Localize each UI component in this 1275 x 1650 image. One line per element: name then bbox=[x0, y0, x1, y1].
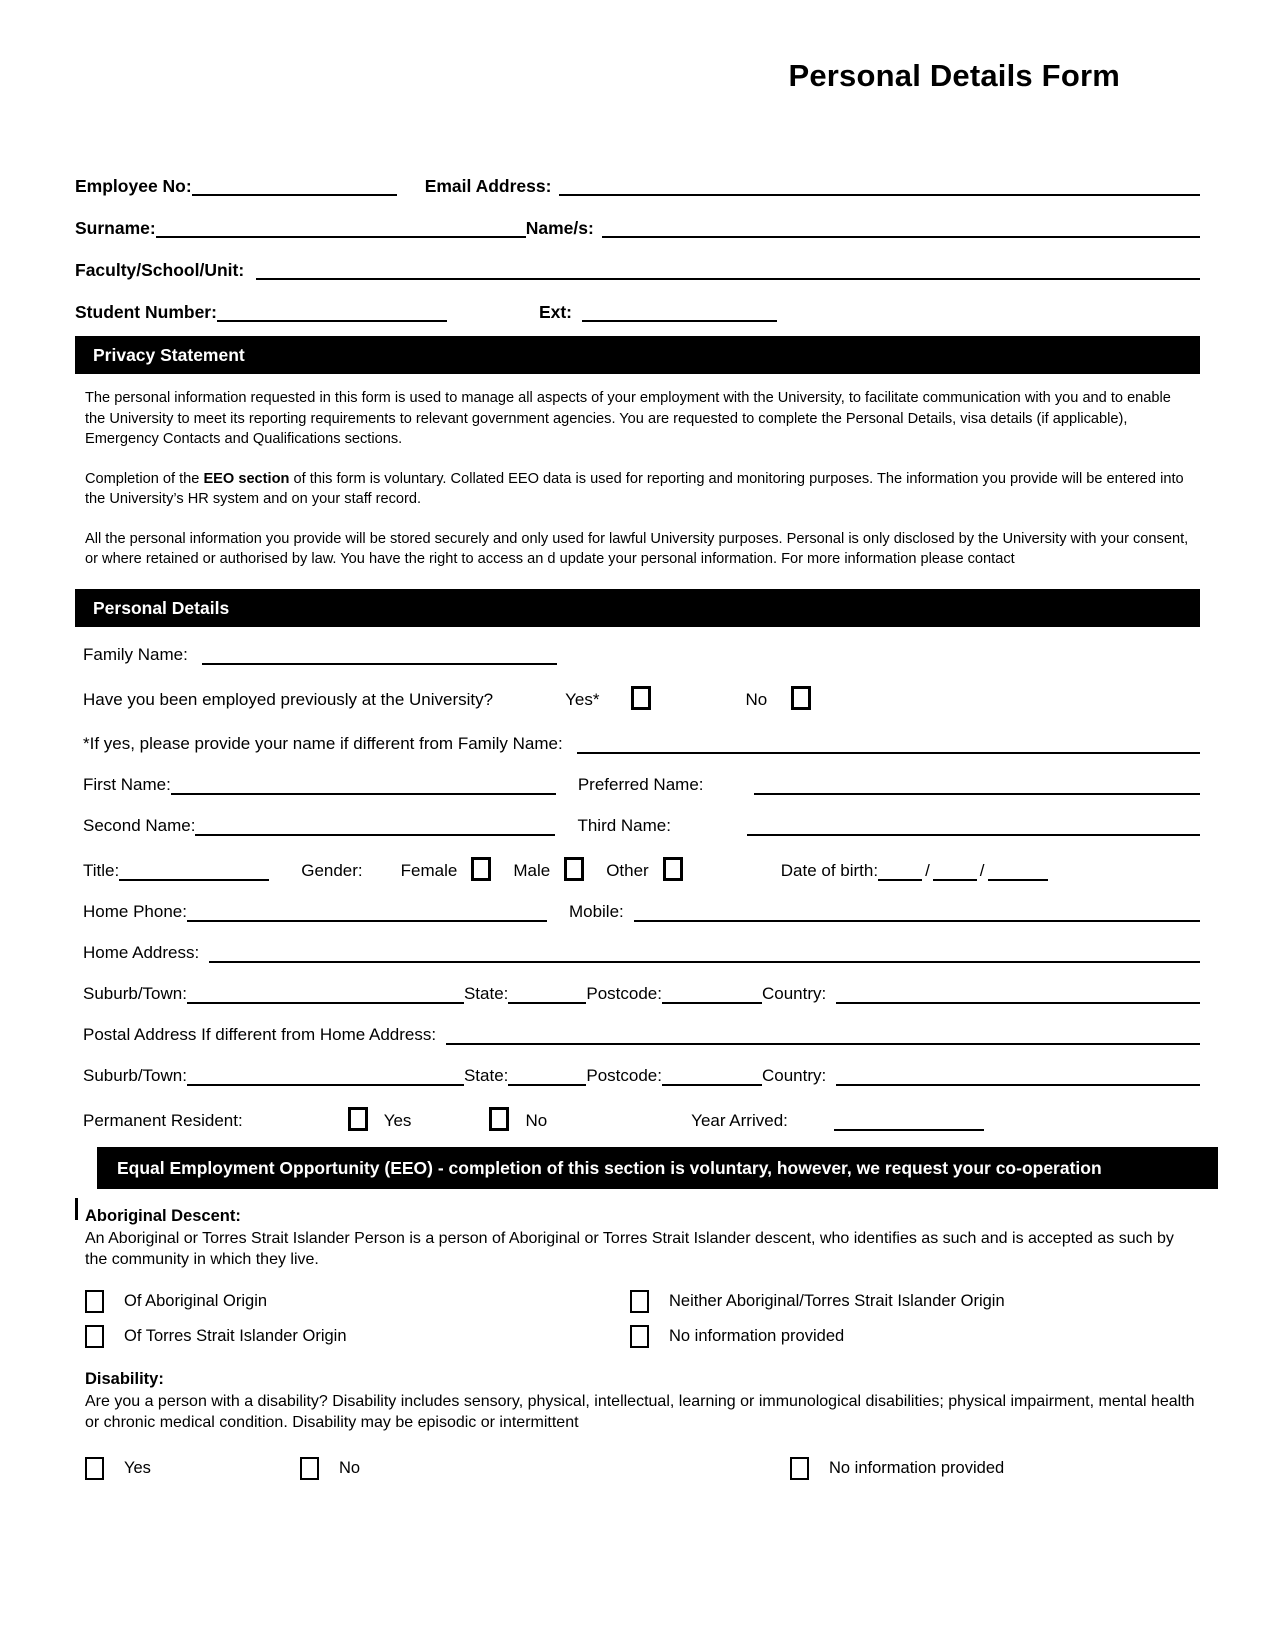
disability-yes-label: Yes bbox=[124, 1458, 151, 1477]
names-label: Name/s: bbox=[525, 218, 594, 238]
aboriginal-descent-block bbox=[85, 1207, 1200, 1348]
employed-no-label: No bbox=[745, 689, 768, 709]
row-if-yes-name bbox=[83, 734, 1200, 754]
disability-yes-checkbox[interactable] bbox=[85, 1457, 104, 1480]
title-row bbox=[75, 0, 1200, 94]
disability-options-row bbox=[85, 1457, 1200, 1480]
third-name-label: Third Name: bbox=[577, 815, 671, 835]
row-family-name bbox=[83, 645, 1200, 665]
employee-no-label: Employee No: bbox=[75, 176, 192, 196]
personal-details-section-header: Personal Details bbox=[75, 589, 1200, 627]
of-aboriginal-origin-checkbox[interactable] bbox=[85, 1290, 104, 1313]
privacy-p2-before: Completion of the bbox=[85, 470, 204, 487]
permanent-resident-yes-label: Yes bbox=[383, 1110, 412, 1130]
employed-previously-yes-checkbox[interactable] bbox=[631, 686, 651, 710]
aboriginal-options-row-1 bbox=[85, 1290, 1200, 1313]
home-postcode-input[interactable] bbox=[662, 985, 762, 1004]
home-country-input[interactable] bbox=[836, 985, 1200, 1004]
gender-female-checkbox[interactable] bbox=[471, 857, 491, 881]
dob-year-input[interactable] bbox=[988, 862, 1048, 881]
second-name-input[interactable] bbox=[195, 817, 555, 836]
postal-suburb-label: Suburb/Town: bbox=[83, 1065, 187, 1085]
employee-no-input[interactable] bbox=[192, 177, 397, 196]
gender-male-checkbox[interactable] bbox=[564, 857, 584, 881]
privacy-body bbox=[75, 388, 1200, 570]
second-name-label: Second Name: bbox=[83, 815, 196, 835]
ext-input[interactable] bbox=[582, 303, 777, 322]
surname-label: Surname: bbox=[75, 218, 156, 238]
postal-state-input[interactable] bbox=[508, 1067, 586, 1086]
disability-no-checkbox[interactable] bbox=[300, 1457, 319, 1480]
gender-label: Gender: bbox=[301, 860, 363, 880]
row-permanent-resident bbox=[83, 1107, 1200, 1131]
gender-female-label: Female bbox=[400, 860, 458, 880]
option-of-aboriginal-origin[interactable] bbox=[85, 1290, 630, 1313]
row-postal-suburb-state-postcode-country bbox=[83, 1066, 1200, 1086]
disability-no-information-label: No information provided bbox=[829, 1458, 1005, 1477]
privacy-paragraph-1: The personal information requested in this form is used to manage all aspects of your employment with the University, to facilitate communication with you and to enable the University to meet its reporting requirements to relevant government agencies. You are requested to complete the Personal Details, visa details (if applicable), Emergency Contacts and Qualifications sections. bbox=[85, 390, 1171, 447]
permanent-resident-yes-checkbox[interactable] bbox=[348, 1107, 368, 1131]
aboriginal-no-information-checkbox[interactable] bbox=[630, 1325, 649, 1348]
row-student-ext bbox=[75, 302, 1200, 322]
disability-heading: Disability: bbox=[85, 1369, 164, 1388]
faculty-input[interactable] bbox=[256, 261, 1200, 280]
neither-origin-checkbox[interactable] bbox=[630, 1290, 649, 1313]
row-home-suburb-state-postcode-country bbox=[83, 984, 1200, 1004]
postal-state-label: State: bbox=[463, 1065, 509, 1085]
preferred-name-input[interactable] bbox=[754, 776, 1200, 795]
aboriginal-descent-description: An Aboriginal or Torres Strait Islander Person is a person of Aboriginal or Torres Strait Islander descent, who identifies as such and is accepted as such by the community in which they live. bbox=[85, 1229, 1174, 1268]
postal-country-input[interactable] bbox=[836, 1067, 1200, 1086]
eeo-corner-mark bbox=[75, 1198, 78, 1220]
postal-address-input[interactable] bbox=[446, 1026, 1200, 1045]
home-address-label: Home Address: bbox=[83, 942, 200, 962]
family-name-input[interactable] bbox=[202, 646, 557, 665]
home-state-label: State: bbox=[463, 983, 509, 1003]
gender-male-label: Male bbox=[513, 860, 551, 880]
personal-details-body bbox=[75, 645, 1200, 1131]
aboriginal-options-row-2 bbox=[85, 1325, 1200, 1348]
torres-strait-origin-label: Of Torres Strait Islander Origin bbox=[124, 1326, 347, 1345]
row-first-preferred-name bbox=[83, 775, 1200, 795]
student-number-label: Student Number: bbox=[75, 302, 217, 322]
privacy-section-header: Privacy Statement bbox=[75, 336, 1200, 374]
dob-label: Date of birth: bbox=[780, 860, 879, 880]
privacy-paragraph-3: All the personal information you provide will be stored securely and only used for lawful University purposes. Personal is only disclosed by the University with your consent, or where retained or authorised by law. You have the right to access an d update your personal information. For more information please contact bbox=[85, 530, 1189, 567]
row-postal-address bbox=[83, 1025, 1200, 1045]
eeo-section-header: Equal Employment Opportunity (EEO) - completion of this section is voluntary, however, we request your co-operation bbox=[97, 1147, 1218, 1189]
preferred-name-label: Preferred Name: bbox=[577, 774, 704, 794]
permanent-resident-label: Permanent Resident: bbox=[83, 1110, 243, 1130]
title-label: Title: bbox=[83, 860, 120, 880]
row-home-address bbox=[83, 943, 1200, 963]
home-phone-input[interactable] bbox=[187, 903, 547, 922]
third-name-input[interactable] bbox=[747, 817, 1200, 836]
ext-label: Ext: bbox=[538, 302, 573, 322]
dob-month-input[interactable] bbox=[933, 862, 977, 881]
title-input[interactable] bbox=[119, 862, 269, 881]
first-name-input[interactable] bbox=[171, 776, 556, 795]
option-torres-strait-origin[interactable] bbox=[85, 1325, 630, 1348]
privacy-p2-bold: EEO section bbox=[203, 470, 290, 487]
permanent-resident-no-label: No bbox=[525, 1110, 548, 1130]
eeo-body bbox=[75, 1207, 1200, 1480]
home-address-input[interactable] bbox=[209, 944, 1200, 963]
disability-block bbox=[85, 1370, 1200, 1480]
postal-postcode-input[interactable] bbox=[662, 1067, 762, 1086]
aboriginal-no-information-label: No information provided bbox=[669, 1326, 845, 1345]
disability-no-label: No bbox=[339, 1458, 361, 1477]
dob-separator-2: / bbox=[979, 860, 985, 880]
neither-origin-label: Neither Aboriginal/Torres Strait Islander Origin bbox=[669, 1291, 1005, 1310]
privacy-paragraph-2 bbox=[75, 469, 1200, 510]
home-country-label: Country: bbox=[761, 983, 827, 1003]
aboriginal-descent-heading: Aboriginal Descent: bbox=[85, 1206, 241, 1225]
home-phone-label: Home Phone: bbox=[83, 901, 187, 921]
employed-previously-no-checkbox[interactable] bbox=[791, 686, 811, 710]
row-title-gender-dob bbox=[83, 857, 1200, 881]
if-yes-label: *If yes, please provide your name if different from Family Name: bbox=[83, 733, 563, 753]
year-arrived-input[interactable] bbox=[834, 1112, 984, 1131]
torres-strait-origin-checkbox[interactable] bbox=[85, 1325, 104, 1348]
home-state-input[interactable] bbox=[508, 985, 586, 1004]
identification-block bbox=[75, 176, 1200, 322]
family-name-label: Family Name: bbox=[83, 644, 188, 664]
first-name-label: First Name: bbox=[83, 774, 171, 794]
of-aboriginal-origin-label: Of Aboriginal Origin bbox=[124, 1291, 268, 1310]
dob-day-input[interactable] bbox=[878, 862, 922, 881]
option-aboriginal-no-information[interactable] bbox=[630, 1325, 1200, 1348]
employed-yes-label: Yes* bbox=[565, 689, 600, 709]
page-title: Personal Details Form bbox=[788, 58, 1120, 93]
row-employee-email bbox=[75, 176, 1200, 196]
surname-input[interactable] bbox=[156, 219, 526, 238]
disability-description: Are you a person with a disability? Disability includes sensory, physical, intellectual, learning or immunological disabilities; physical impairment, mental health or chronic medical condition. Disability may be episodic or intermittent bbox=[85, 1392, 1195, 1431]
postal-postcode-label: Postcode: bbox=[586, 1065, 662, 1085]
postal-country-label: Country: bbox=[761, 1065, 827, 1085]
student-number-input[interactable] bbox=[217, 303, 447, 322]
row-second-third-name bbox=[83, 816, 1200, 836]
row-home-phone-mobile bbox=[83, 902, 1200, 922]
permanent-resident-no-checkbox[interactable] bbox=[489, 1107, 509, 1131]
row-surname-names bbox=[75, 218, 1200, 238]
home-postcode-label: Postcode: bbox=[586, 983, 662, 1003]
employed-previously-label: Have you been employed previously at the University? bbox=[83, 689, 494, 709]
disability-no-information-checkbox[interactable] bbox=[790, 1457, 809, 1480]
home-suburb-label: Suburb/Town: bbox=[83, 983, 187, 1003]
dob-separator-1: / bbox=[925, 860, 930, 880]
row-employed-previously bbox=[83, 686, 1200, 710]
option-disability-yes[interactable] bbox=[85, 1457, 300, 1480]
gender-other-checkbox[interactable] bbox=[663, 857, 683, 881]
year-arrived-label: Year Arrived: bbox=[691, 1110, 788, 1130]
postal-address-label: Postal Address If different from Home Address: bbox=[83, 1024, 437, 1044]
email-address-input[interactable] bbox=[559, 177, 1200, 196]
privacy-p2-after: of this form is voluntary. Collated EEO data is used for reporting and monitoring purposes. The information you provide will be entered into the University’s HR system and on your staff record. bbox=[85, 470, 1184, 507]
option-neither-origin[interactable] bbox=[630, 1290, 1200, 1313]
row-faculty bbox=[75, 260, 1200, 280]
email-address-label: Email Address: bbox=[424, 176, 552, 196]
faculty-label: Faculty/School/Unit: bbox=[75, 260, 245, 280]
option-disability-no-information[interactable] bbox=[790, 1457, 1004, 1480]
postal-suburb-input[interactable] bbox=[187, 1067, 464, 1086]
if-yes-name-input[interactable] bbox=[577, 735, 1200, 754]
gender-other-label: Other bbox=[606, 860, 649, 880]
names-input[interactable] bbox=[602, 219, 1200, 238]
home-suburb-input[interactable] bbox=[187, 985, 464, 1004]
mobile-input[interactable] bbox=[634, 903, 1200, 922]
option-disability-no[interactable] bbox=[300, 1457, 790, 1480]
mobile-label: Mobile: bbox=[568, 901, 624, 921]
